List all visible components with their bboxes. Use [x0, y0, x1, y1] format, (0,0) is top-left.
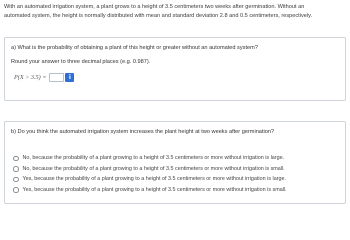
part-a-question: a) What is the probability of obtaining a plant of this height or greater without an automated system? [11, 45, 258, 51]
problem-statement-line-1: With an automated irrigation system, a plant grows to a height of 3.5 centimeters two weeks after germination. Without an [4, 4, 305, 10]
radio-button[interactable] [13, 166, 19, 172]
part-a-card [4, 37, 346, 101]
radio-button[interactable] [13, 177, 19, 183]
option-label: No, because the probability of a plant growing to a height of 3.5 centimeters or more without irrigation is large. [22, 155, 285, 162]
option-yes-small[interactable] [13, 185, 343, 196]
part-a-answer-row [14, 73, 74, 82]
probability-formula-label: P(X > 3.5) = [14, 74, 47, 81]
probability-answer-input[interactable] [49, 73, 64, 82]
answer-options [13, 153, 343, 195]
option-label: Yes, because the probability of a plant growing to a height of 3.5 centimeters or more without irrigation is large. [22, 176, 286, 183]
option-label: Yes, because the probability of a plant growing to a height of 3.5 centimeters or more without irrigation is small. [22, 186, 287, 193]
radio-button[interactable] [13, 187, 19, 193]
radio-button[interactable] [13, 156, 19, 162]
info-icon[interactable]: i [65, 73, 74, 82]
problem-statement [4, 3, 346, 20]
option-no-large[interactable] [13, 153, 343, 164]
option-yes-large[interactable] [13, 174, 343, 185]
part-b-card [4, 121, 346, 204]
option-no-small[interactable] [13, 164, 343, 175]
option-label: No, because the probability of a plant growing to a height of 3.5 centimeters or more without irrigation is small. [22, 165, 285, 172]
problem-statement-line-2: automated system, the height is normally distributed with mean and standard deviation 2.8 and 0.5 centimeters, respectively. [4, 12, 313, 19]
part-b-question: b) Do you think the automated irrigation system increases the plant height at two weeks after germination? [11, 129, 275, 135]
part-a-instruction: Round your answer to three decimal places (e.g. 0.987). [11, 59, 151, 65]
